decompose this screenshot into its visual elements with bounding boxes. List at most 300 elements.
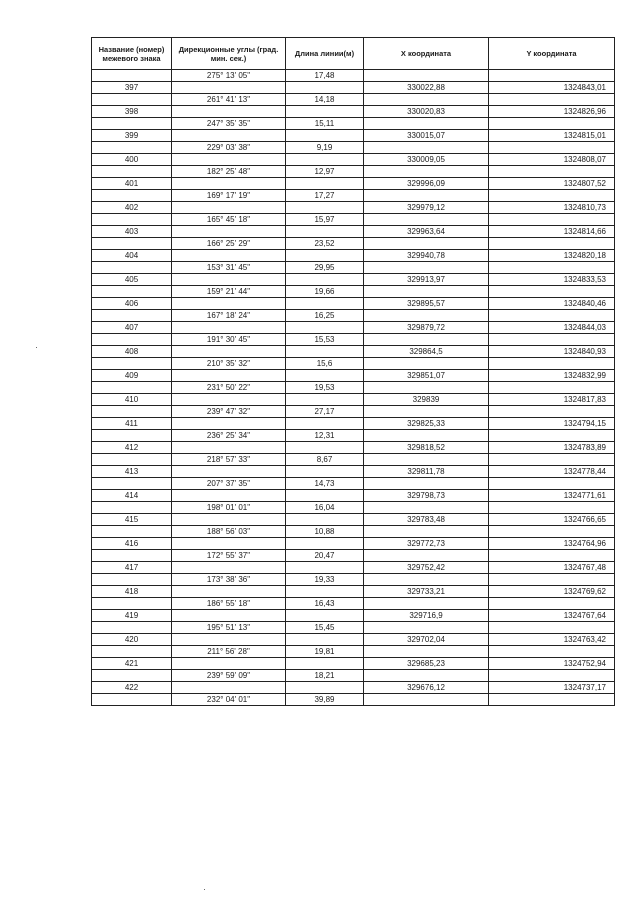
angle-cell [172, 370, 286, 382]
angle-cell: 166° 25' 29" [172, 238, 286, 250]
length-cell: 9,19 [286, 142, 364, 154]
length-cell: 16,04 [286, 502, 364, 514]
point-name-cell [92, 310, 172, 322]
point-name-cell: 411 [92, 418, 172, 430]
length-cell: 19,66 [286, 286, 364, 298]
point-name-cell: 414 [92, 490, 172, 502]
y-cell [489, 622, 615, 634]
x-cell [364, 238, 489, 250]
y-cell [489, 454, 615, 466]
x-cell [364, 694, 489, 706]
length-cell [286, 322, 364, 334]
angle-cell: 239° 47' 32" [172, 406, 286, 418]
point-name-cell [92, 574, 172, 586]
angle-cell: 172° 55' 37" [172, 550, 286, 562]
x-coordinate-cell: 329676,12 [364, 682, 489, 694]
length-cell: 23,52 [286, 238, 364, 250]
y-cell [489, 310, 615, 322]
length-cell [286, 226, 364, 238]
point-row [92, 562, 615, 574]
y-cell [489, 118, 615, 130]
angle-cell [172, 634, 286, 646]
segment-row [92, 358, 615, 370]
point-name-cell [92, 478, 172, 490]
y-cell [489, 430, 615, 442]
y-coordinate-cell: 1324771,61 [489, 490, 615, 502]
point-name-cell: 403 [92, 226, 172, 238]
y-cell [489, 598, 615, 610]
point-name-cell [92, 406, 172, 418]
y-cell [489, 646, 615, 658]
x-coordinate-cell: 330020,83 [364, 106, 489, 118]
point-name-cell [92, 70, 172, 82]
point-row [92, 322, 615, 334]
segment-row [92, 502, 615, 514]
y-coordinate-cell: 1324764,96 [489, 538, 615, 550]
y-coordinate-cell: 1324752,94 [489, 658, 615, 670]
x-coordinate-cell: 330009,05 [364, 154, 489, 166]
point-name-cell [92, 190, 172, 202]
table-body [92, 70, 615, 706]
x-coordinate-cell: 329685,23 [364, 658, 489, 670]
x-coordinate-cell: 329963,64 [364, 226, 489, 238]
segment-row [92, 238, 615, 250]
y-coordinate-cell: 1324832,99 [489, 370, 615, 382]
point-name-cell [92, 238, 172, 250]
x-coordinate-cell: 329752,42 [364, 562, 489, 574]
segment-row [92, 214, 615, 226]
boundary-coordinates-table [91, 37, 615, 706]
angle-cell [172, 658, 286, 670]
angle-cell [172, 346, 286, 358]
point-name-cell: 401 [92, 178, 172, 190]
angle-cell: 188° 56' 03" [172, 526, 286, 538]
angle-cell [172, 178, 286, 190]
point-name-cell [92, 670, 172, 682]
x-cell [364, 118, 489, 130]
point-name-cell: 419 [92, 610, 172, 622]
y-coordinate-cell: 1324844,03 [489, 322, 615, 334]
header-length: Длина линии(м) [286, 38, 364, 70]
angle-cell: 236° 25' 34" [172, 430, 286, 442]
x-coordinate-cell: 329716,9 [364, 610, 489, 622]
length-cell [286, 466, 364, 478]
angle-cell [172, 82, 286, 94]
y-cell [489, 406, 615, 418]
point-row [92, 346, 615, 358]
y-coordinate-cell: 1324778,44 [489, 466, 615, 478]
angle-cell: 165° 45' 18" [172, 214, 286, 226]
segment-row [92, 694, 615, 706]
x-coordinate-cell: 329879,72 [364, 322, 489, 334]
y-coordinate-cell: 1324840,93 [489, 346, 615, 358]
length-cell: 29,95 [286, 262, 364, 274]
point-row [92, 538, 615, 550]
point-name-cell: 404 [92, 250, 172, 262]
y-cell [489, 694, 615, 706]
x-cell [364, 94, 489, 106]
angle-cell: 218° 57' 33" [172, 454, 286, 466]
length-cell [286, 202, 364, 214]
segment-row [92, 334, 615, 346]
y-cell [489, 262, 615, 274]
segment-row [92, 190, 615, 202]
point-name-cell: 407 [92, 322, 172, 334]
header-x: X координата [364, 38, 489, 70]
angle-cell [172, 490, 286, 502]
length-cell [286, 178, 364, 190]
y-cell [489, 526, 615, 538]
x-cell [364, 670, 489, 682]
angle-cell [172, 202, 286, 214]
length-cell: 17,27 [286, 190, 364, 202]
point-row [92, 370, 615, 382]
point-row [92, 418, 615, 430]
x-cell [364, 262, 489, 274]
point-row [92, 610, 615, 622]
length-cell: 12,97 [286, 166, 364, 178]
angle-cell: 229° 03' 38" [172, 142, 286, 154]
y-coordinate-cell: 1324767,48 [489, 562, 615, 574]
y-coordinate-cell: 1324820,18 [489, 250, 615, 262]
length-cell [286, 514, 364, 526]
segment-row [92, 478, 615, 490]
angle-cell: 169° 17' 19" [172, 190, 286, 202]
y-coordinate-cell: 1324737,17 [489, 682, 615, 694]
segment-row [92, 622, 615, 634]
angle-cell [172, 322, 286, 334]
point-name-cell: 418 [92, 586, 172, 598]
point-name-cell [92, 214, 172, 226]
length-cell [286, 274, 364, 286]
point-name-cell: 422 [92, 682, 172, 694]
x-cell [364, 502, 489, 514]
point-name-cell: 409 [92, 370, 172, 382]
y-coordinate-cell: 1324794,15 [489, 418, 615, 430]
y-cell [489, 166, 615, 178]
point-name-cell [92, 646, 172, 658]
angle-cell [172, 394, 286, 406]
point-row [92, 442, 615, 454]
table-header-row [92, 38, 615, 70]
y-coordinate-cell: 1324769,62 [489, 586, 615, 598]
x-coordinate-cell: 329798,73 [364, 490, 489, 502]
x-coordinate-cell: 329940,78 [364, 250, 489, 262]
x-coordinate-cell: 329895,57 [364, 298, 489, 310]
length-cell [286, 634, 364, 646]
segment-row [92, 646, 615, 658]
y-cell [489, 574, 615, 586]
x-cell [364, 574, 489, 586]
length-cell: 19,33 [286, 574, 364, 586]
length-cell [286, 370, 364, 382]
angle-cell [172, 466, 286, 478]
point-row [92, 514, 615, 526]
y-coordinate-cell: 1324808,07 [489, 154, 615, 166]
y-cell [489, 358, 615, 370]
point-name-cell [92, 166, 172, 178]
x-cell [364, 454, 489, 466]
y-cell [489, 238, 615, 250]
point-name-cell: 412 [92, 442, 172, 454]
point-name-cell [92, 286, 172, 298]
x-coordinate-cell: 329783,48 [364, 514, 489, 526]
segment-row [92, 166, 615, 178]
point-name-cell [92, 502, 172, 514]
length-cell [286, 442, 364, 454]
angle-cell [172, 610, 286, 622]
length-cell [286, 250, 364, 262]
point-name-cell [92, 598, 172, 610]
y-cell [489, 670, 615, 682]
length-cell [286, 658, 364, 670]
point-name-cell [92, 454, 172, 466]
point-name-cell [92, 694, 172, 706]
angle-cell [172, 514, 286, 526]
x-cell [364, 334, 489, 346]
point-row [92, 82, 615, 94]
y-cell [489, 478, 615, 490]
x-cell [364, 214, 489, 226]
segment-row [92, 94, 615, 106]
angle-cell: 231° 50' 22" [172, 382, 286, 394]
x-cell [364, 406, 489, 418]
coordinates-sheet [91, 37, 614, 706]
angle-cell [172, 538, 286, 550]
angle-cell [172, 418, 286, 430]
y-cell [489, 94, 615, 106]
point-row [92, 202, 615, 214]
segment-row [92, 286, 615, 298]
length-cell: 16,43 [286, 598, 364, 610]
point-name-cell: 400 [92, 154, 172, 166]
segment-row [92, 70, 615, 82]
y-coordinate-cell: 1324815,01 [489, 130, 615, 142]
y-coordinate-cell: 1324766,65 [489, 514, 615, 526]
length-cell [286, 106, 364, 118]
y-cell [489, 70, 615, 82]
angle-cell [172, 682, 286, 694]
y-cell [489, 190, 615, 202]
segment-row [92, 574, 615, 586]
segment-row [92, 310, 615, 322]
angle-cell [172, 298, 286, 310]
point-row [92, 106, 615, 118]
angle-cell: 239° 59' 09" [172, 670, 286, 682]
x-cell [364, 430, 489, 442]
x-cell [364, 142, 489, 154]
angle-cell: 210° 35' 32" [172, 358, 286, 370]
angle-cell: 186° 55' 18" [172, 598, 286, 610]
x-cell [364, 526, 489, 538]
angle-cell: 211° 56' 28" [172, 646, 286, 658]
x-coordinate-cell: 329996,09 [364, 178, 489, 190]
point-row [92, 178, 615, 190]
length-cell [286, 82, 364, 94]
y-coordinate-cell: 1324783,89 [489, 442, 615, 454]
length-cell: 12,31 [286, 430, 364, 442]
point-name-cell [92, 430, 172, 442]
point-name-cell: 413 [92, 466, 172, 478]
segment-row [92, 430, 615, 442]
scan-speck [204, 889, 205, 890]
y-cell [489, 502, 615, 514]
y-coordinate-cell: 1324840,46 [489, 298, 615, 310]
angle-cell: 173° 38' 36" [172, 574, 286, 586]
length-cell: 15,6 [286, 358, 364, 370]
x-cell [364, 286, 489, 298]
segment-row [92, 598, 615, 610]
x-coordinate-cell: 329811,78 [364, 466, 489, 478]
x-coordinate-cell: 329772,73 [364, 538, 489, 550]
point-name-cell [92, 358, 172, 370]
x-coordinate-cell: 329979,12 [364, 202, 489, 214]
segment-row [92, 406, 615, 418]
segment-row [92, 382, 615, 394]
point-name-cell: 408 [92, 346, 172, 358]
y-cell [489, 334, 615, 346]
x-cell [364, 70, 489, 82]
angle-cell [172, 226, 286, 238]
length-cell [286, 346, 364, 358]
header-angle: Дирекционные углы (град. мин. сек.) [172, 38, 286, 70]
length-cell [286, 394, 364, 406]
angle-cell: 232° 04' 01" [172, 694, 286, 706]
x-coordinate-cell: 329825,33 [364, 418, 489, 430]
y-coordinate-cell: 1324767,64 [489, 610, 615, 622]
point-name-cell: 402 [92, 202, 172, 214]
point-name-cell: 416 [92, 538, 172, 550]
point-name-cell [92, 550, 172, 562]
point-name-cell [92, 334, 172, 346]
segment-row [92, 670, 615, 682]
header-y: Y координата [489, 38, 615, 70]
length-cell: 15,97 [286, 214, 364, 226]
angle-cell: 191° 30' 45" [172, 334, 286, 346]
point-row [92, 130, 615, 142]
length-cell: 16,25 [286, 310, 364, 322]
x-coordinate-cell: 329864,5 [364, 346, 489, 358]
y-coordinate-cell: 1324810,73 [489, 202, 615, 214]
length-cell [286, 586, 364, 598]
point-name-cell [92, 118, 172, 130]
angle-cell: 159° 21' 44" [172, 286, 286, 298]
point-name-cell: 405 [92, 274, 172, 286]
length-cell [286, 154, 364, 166]
point-row [92, 466, 615, 478]
point-name-cell: 398 [92, 106, 172, 118]
angle-cell: 261° 41' 13" [172, 94, 286, 106]
length-cell: 27,17 [286, 406, 364, 418]
angle-cell: 182° 25' 48" [172, 166, 286, 178]
x-cell [364, 478, 489, 490]
segment-row [92, 454, 615, 466]
x-coordinate-cell: 330022,88 [364, 82, 489, 94]
angle-cell [172, 586, 286, 598]
point-name-cell [92, 94, 172, 106]
length-cell [286, 610, 364, 622]
length-cell [286, 418, 364, 430]
x-cell [364, 166, 489, 178]
length-cell: 15,45 [286, 622, 364, 634]
x-coordinate-cell: 329839 [364, 394, 489, 406]
length-cell [286, 298, 364, 310]
x-cell [364, 190, 489, 202]
x-coordinate-cell: 329702,04 [364, 634, 489, 646]
segment-row [92, 142, 615, 154]
length-cell: 19,81 [286, 646, 364, 658]
point-name-cell [92, 262, 172, 274]
length-cell [286, 562, 364, 574]
angle-cell [172, 250, 286, 262]
y-coordinate-cell: 1324807,52 [489, 178, 615, 190]
angle-cell: 207° 37' 35" [172, 478, 286, 490]
angle-cell: 198° 01' 01" [172, 502, 286, 514]
y-cell [489, 214, 615, 226]
point-row [92, 490, 615, 502]
point-row [92, 274, 615, 286]
angle-cell [172, 442, 286, 454]
point-row [92, 586, 615, 598]
length-cell: 19,53 [286, 382, 364, 394]
y-cell [489, 142, 615, 154]
y-coordinate-cell: 1324817,83 [489, 394, 615, 406]
point-name-cell: 420 [92, 634, 172, 646]
y-cell [489, 286, 615, 298]
point-name-cell: 417 [92, 562, 172, 574]
y-coordinate-cell: 1324763,42 [489, 634, 615, 646]
point-name-cell: 421 [92, 658, 172, 670]
x-cell [364, 382, 489, 394]
angle-cell [172, 562, 286, 574]
x-cell [364, 646, 489, 658]
x-coordinate-cell: 329818,52 [364, 442, 489, 454]
x-cell [364, 310, 489, 322]
x-coordinate-cell: 329733,21 [364, 586, 489, 598]
point-name-cell: 406 [92, 298, 172, 310]
x-cell [364, 550, 489, 562]
length-cell: 10,88 [286, 526, 364, 538]
length-cell [286, 538, 364, 550]
point-name-cell: 415 [92, 514, 172, 526]
point-name-cell [92, 622, 172, 634]
length-cell: 14,73 [286, 478, 364, 490]
segment-row [92, 526, 615, 538]
point-name-cell [92, 526, 172, 538]
length-cell [286, 682, 364, 694]
y-coordinate-cell: 1324833,53 [489, 274, 615, 286]
x-coordinate-cell: 330015,07 [364, 130, 489, 142]
length-cell: 39,89 [286, 694, 364, 706]
y-cell [489, 550, 615, 562]
y-coordinate-cell: 1324814,66 [489, 226, 615, 238]
angle-cell: 195° 51' 13" [172, 622, 286, 634]
angle-cell: 275° 13' 05" [172, 70, 286, 82]
angle-cell: 247° 35' 35" [172, 118, 286, 130]
point-name-cell: 410 [92, 394, 172, 406]
length-cell [286, 490, 364, 502]
length-cell: 14,18 [286, 94, 364, 106]
segment-row [92, 118, 615, 130]
y-cell [489, 382, 615, 394]
length-cell: 15,11 [286, 118, 364, 130]
angle-cell [172, 130, 286, 142]
length-cell: 18,21 [286, 670, 364, 682]
segment-row [92, 550, 615, 562]
point-name-cell [92, 382, 172, 394]
header-name: Название (номер) межевого знака [92, 38, 172, 70]
point-row [92, 682, 615, 694]
